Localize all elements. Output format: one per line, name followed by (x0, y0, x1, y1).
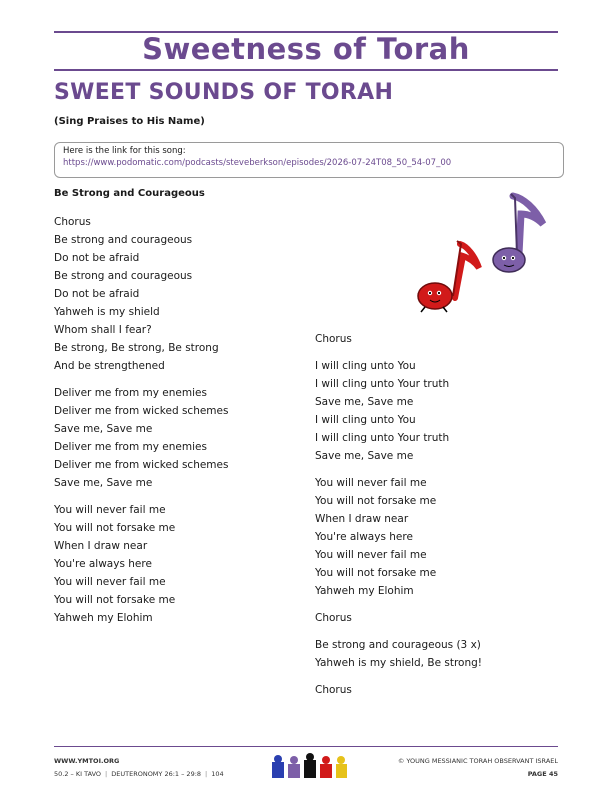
link-intro: Here is the link for this song: (63, 146, 186, 156)
lyric-stanza (54, 501, 228, 627)
footer-issue-line (54, 768, 224, 781)
lyric-line: Deliver me from wicked schemes (54, 405, 229, 417)
lyric-line: Deliver me from my enemies (54, 387, 207, 399)
lyric-line: Deliver me from wicked schemes (54, 459, 229, 471)
lyric-line: You will not forsake me (315, 567, 437, 579)
lyric-line: You will not forsake me (54, 522, 176, 534)
lyric-line: You will never fail me (315, 549, 427, 561)
lyric-stanza (315, 474, 482, 600)
song-title: Be Strong and Courageous (54, 188, 205, 199)
footer-code: 104 (211, 770, 224, 778)
footer-separator: | (205, 770, 208, 778)
song-link-box (54, 142, 564, 178)
footer-right (380, 755, 558, 781)
lyrics-left-column (54, 213, 228, 636)
lyric-line: You will not forsake me (315, 495, 437, 507)
lyrics-right-column (315, 330, 482, 708)
lyric-stanza (315, 357, 482, 465)
lyric-line: Yahweh is my shield (54, 306, 160, 318)
lyric-line: You will not forsake me (54, 594, 176, 606)
footer-rule (54, 746, 558, 747)
lyric-stanza (315, 681, 482, 699)
lyric-line: Save me, Save me (315, 450, 414, 462)
lyric-line: Yahweh my Elohim (54, 612, 153, 624)
lyric-line: And be strengthened (54, 360, 165, 372)
section-subtitle: (Sing Praises to His Name) (54, 116, 205, 127)
song-link[interactable]: https://www.podomatic.com/podcasts/steveberkson/episodes/2026-07-24T08_50_54-07_00 (63, 158, 452, 168)
lyric-stanza (315, 609, 482, 627)
footer-separator: | (105, 770, 108, 778)
lyric-line: Deliver me from my enemies (54, 441, 207, 453)
lyric-line: Be strong and courageous (54, 234, 193, 246)
lyric-line: Whom shall I fear? (54, 324, 152, 336)
lyric-line: Be strong, Be strong, Be strong (54, 342, 219, 354)
lyric-line: Be strong and courageous (54, 270, 193, 282)
lyric-line: You're always here (315, 531, 413, 543)
lyric-line: I will cling unto Your truth (315, 432, 450, 444)
footer-reading: DEUTERONOMY 26:1 – 29:8 (111, 770, 202, 778)
lyric-stanza (315, 636, 482, 672)
footer-left (54, 755, 224, 781)
lyric-line: I will cling unto Your truth (315, 378, 450, 390)
lyric-line: Do not be afraid (54, 288, 140, 300)
family-logo-icon (270, 752, 350, 780)
lyric-line: Save me, Save me (315, 396, 414, 408)
lyric-line: Chorus (54, 216, 91, 228)
music-notes-icon (405, 186, 565, 316)
lyric-line: You will never fail me (54, 576, 166, 588)
purple-music-note-icon (493, 194, 543, 272)
footer-page-number: PAGE 45 (527, 770, 558, 778)
page-header-title: Sweetness of Torah (142, 32, 470, 66)
lyric-line: You will never fail me (315, 477, 427, 489)
lyric-stanza (315, 330, 482, 348)
lyric-line: Chorus (315, 612, 352, 624)
header-bottom-rule (54, 69, 558, 71)
lyric-line: Save me, Save me (54, 423, 153, 435)
lyric-line: I will cling unto You (315, 360, 416, 372)
section-title: SWEET SOUNDS OF TORAH (54, 80, 394, 105)
lyric-stanza (54, 384, 228, 492)
lyric-line: Save me, Save me (54, 477, 153, 489)
lyric-line: When I draw near (54, 540, 148, 552)
lyric-line: You will never fail me (54, 504, 166, 516)
lyric-line: You're always here (54, 558, 152, 570)
footer-copyright: © YOUNG MESSIANIC TORAH OBSERVANT ISRAEL (397, 757, 558, 765)
footer-issue: 50.2 – KI TAVO (54, 770, 102, 778)
lyric-line: Yahweh is my shield, Be strong! (315, 657, 482, 669)
red-music-note-icon (418, 241, 479, 312)
lyric-line: Yahweh my Elohim (315, 585, 414, 597)
footer-site[interactable]: WWW.YMTOI.ORG (54, 757, 120, 765)
lyric-line: I will cling unto You (315, 414, 416, 426)
lyric-line: Do not be afraid (54, 252, 140, 264)
lyric-stanza (54, 213, 228, 375)
lyric-line: When I draw near (315, 513, 409, 525)
lyric-line: Be strong and courageous (3 x) (315, 639, 481, 651)
lyric-line: Chorus (315, 333, 352, 345)
lyric-line: Chorus (315, 684, 352, 696)
